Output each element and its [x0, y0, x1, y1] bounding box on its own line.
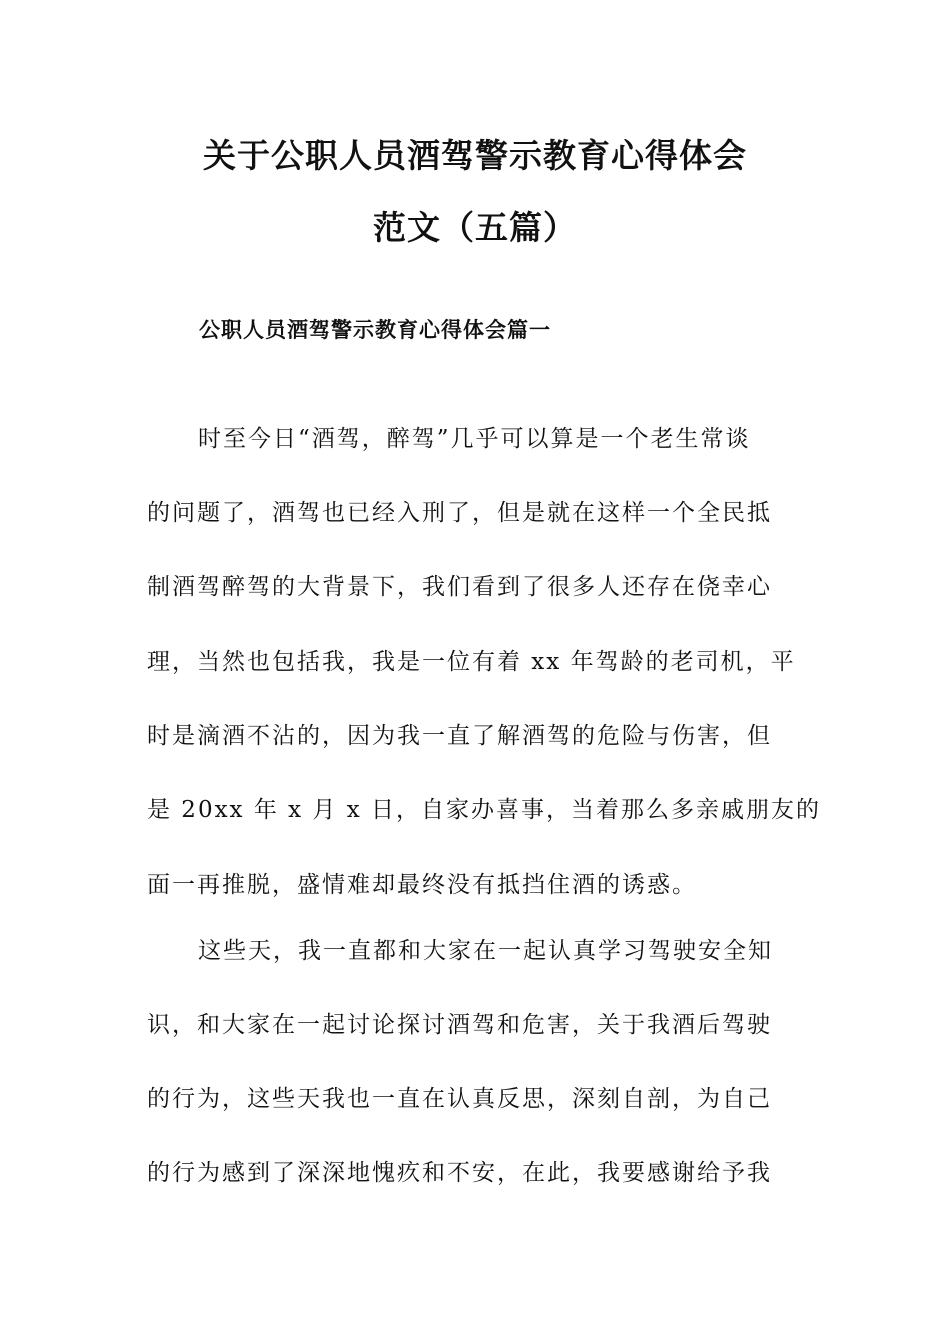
paragraph-2-line-3: 的行为，这些天我也一直在认真反思，深刻自剖，为自己 — [147, 1086, 772, 1112]
paragraph-2-line-1: 这些天，我一直都和大家在一起认真学习驾驶安全知 — [198, 938, 773, 964]
paragraph-1-line-6: 是 20xx 年 x 月 x 日，自家办喜事，当着那么多亲戚朋友的 — [147, 797, 822, 823]
paragraph-1-line-7: 面一再推脱，盛情难却最终没有抵挡住酒的诱惑。 — [147, 872, 697, 898]
paragraph-1-line-5: 时是滴酒不沾的，因为我一直了解酒驾的危险与伤害，但 — [147, 723, 772, 749]
paragraph-2-line-2: 识，和大家在一起讨论探讨酒驾和危害，关于我酒后驾驶 — [147, 1012, 772, 1038]
paragraph-1-line-2: 的问题了，酒驾也已经入刑了，但是就在这样一个全民抵 — [147, 500, 772, 526]
document-title-line-1: 关于公职人员酒驾警示教育心得体会 — [203, 136, 747, 175]
paragraph-1-line-3: 制酒驾醉驾的大背景下，我们看到了很多人还存在侥幸心 — [147, 574, 772, 600]
section-heading: 公职人员酒驾警示教育心得体会篇一 — [199, 318, 551, 342]
paragraph-1-line-4: 理，当然也包括我，我是一位有着 xx 年驾龄的老司机，平 — [147, 649, 796, 675]
paragraph-2-line-4: 的行为感到了深深地愧疚和不安，在此，我要感谢给予我 — [147, 1160, 772, 1186]
document-title-line-2: 范文（五篇） — [373, 208, 577, 247]
paragraph-1-line-1: 时至今日“酒驾，醉驾”几乎可以算是一个老生常谈 — [198, 426, 751, 452]
